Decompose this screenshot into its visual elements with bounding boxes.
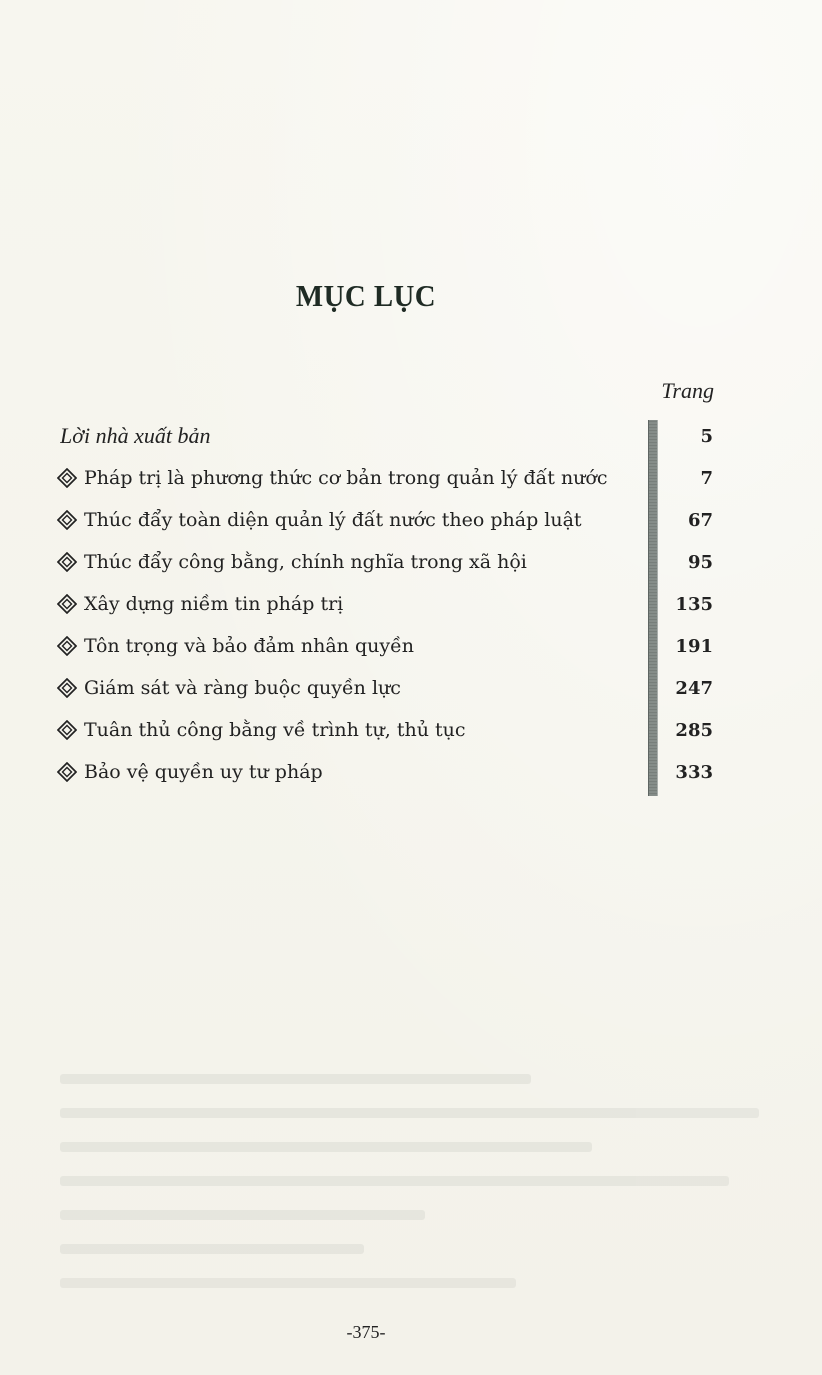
- page-column-header: Trang: [661, 378, 714, 403]
- page-number-footer: -375-: [346, 1322, 386, 1342]
- toc-entry-label: Tôn trọng và bảo đảm nhân quyền: [84, 635, 415, 657]
- toc-entry-page: 285: [675, 719, 713, 741]
- toc-entry: [57, 457, 717, 499]
- toc-entry: [57, 667, 717, 709]
- toc-entry-page: 135: [675, 593, 713, 615]
- toc-entry-page: 333: [675, 761, 713, 783]
- toc-entry: [57, 499, 717, 541]
- toc-entry-label: Bảo vệ quyền uy tư pháp: [84, 761, 323, 783]
- toc-entry-label: Giám sát và ràng buộc quyền lực: [84, 677, 401, 699]
- toc-entry-label: Pháp trị là phương thức cơ bản trong quản lý đất nước: [84, 467, 608, 489]
- toc-entry: [57, 541, 717, 583]
- toc-entry-label: Thúc đẩy toàn diện quản lý đất nước theo pháp luật: [84, 509, 582, 531]
- diamond-bullet-icon: [57, 636, 77, 656]
- toc-entry: [57, 751, 717, 793]
- toc-entry-page: 67: [687, 509, 713, 531]
- toc-entry-page: 5: [700, 425, 713, 447]
- bleed-through-shadow: [60, 1050, 820, 1290]
- toc-entry-label: Lời nhà xuất bản: [60, 423, 211, 448]
- diamond-bullet-icon: [57, 720, 77, 740]
- toc-entry-label: Thúc đẩy công bằng, chính nghĩa trong xã hội: [84, 551, 527, 573]
- toc-entry-page: 247: [675, 677, 713, 699]
- diamond-bullet-icon: [57, 594, 77, 614]
- diamond-bullet-icon: [57, 510, 77, 530]
- toc-entry-label: Xây dựng niềm tin pháp trị: [84, 593, 344, 615]
- toc-entry-label: Tuân thủ công bằng về trình tự, thủ tục: [84, 719, 466, 741]
- toc-entry-page: 7: [700, 467, 713, 489]
- toc-entry-page: 191: [675, 635, 713, 657]
- page-title: MỤC LỤC: [295, 278, 437, 313]
- diamond-bullet-icon: [57, 762, 77, 782]
- table-of-contents: [57, 415, 717, 793]
- toc-entry: [57, 709, 717, 751]
- toc-entry-page: 95: [687, 551, 713, 573]
- diamond-bullet-icon: [57, 678, 77, 698]
- diamond-bullet-icon: [57, 552, 77, 572]
- toc-entry: [57, 583, 717, 625]
- diamond-bullet-icon: [57, 468, 77, 488]
- toc-entry: [57, 625, 717, 667]
- toc-entry-intro: [57, 415, 717, 457]
